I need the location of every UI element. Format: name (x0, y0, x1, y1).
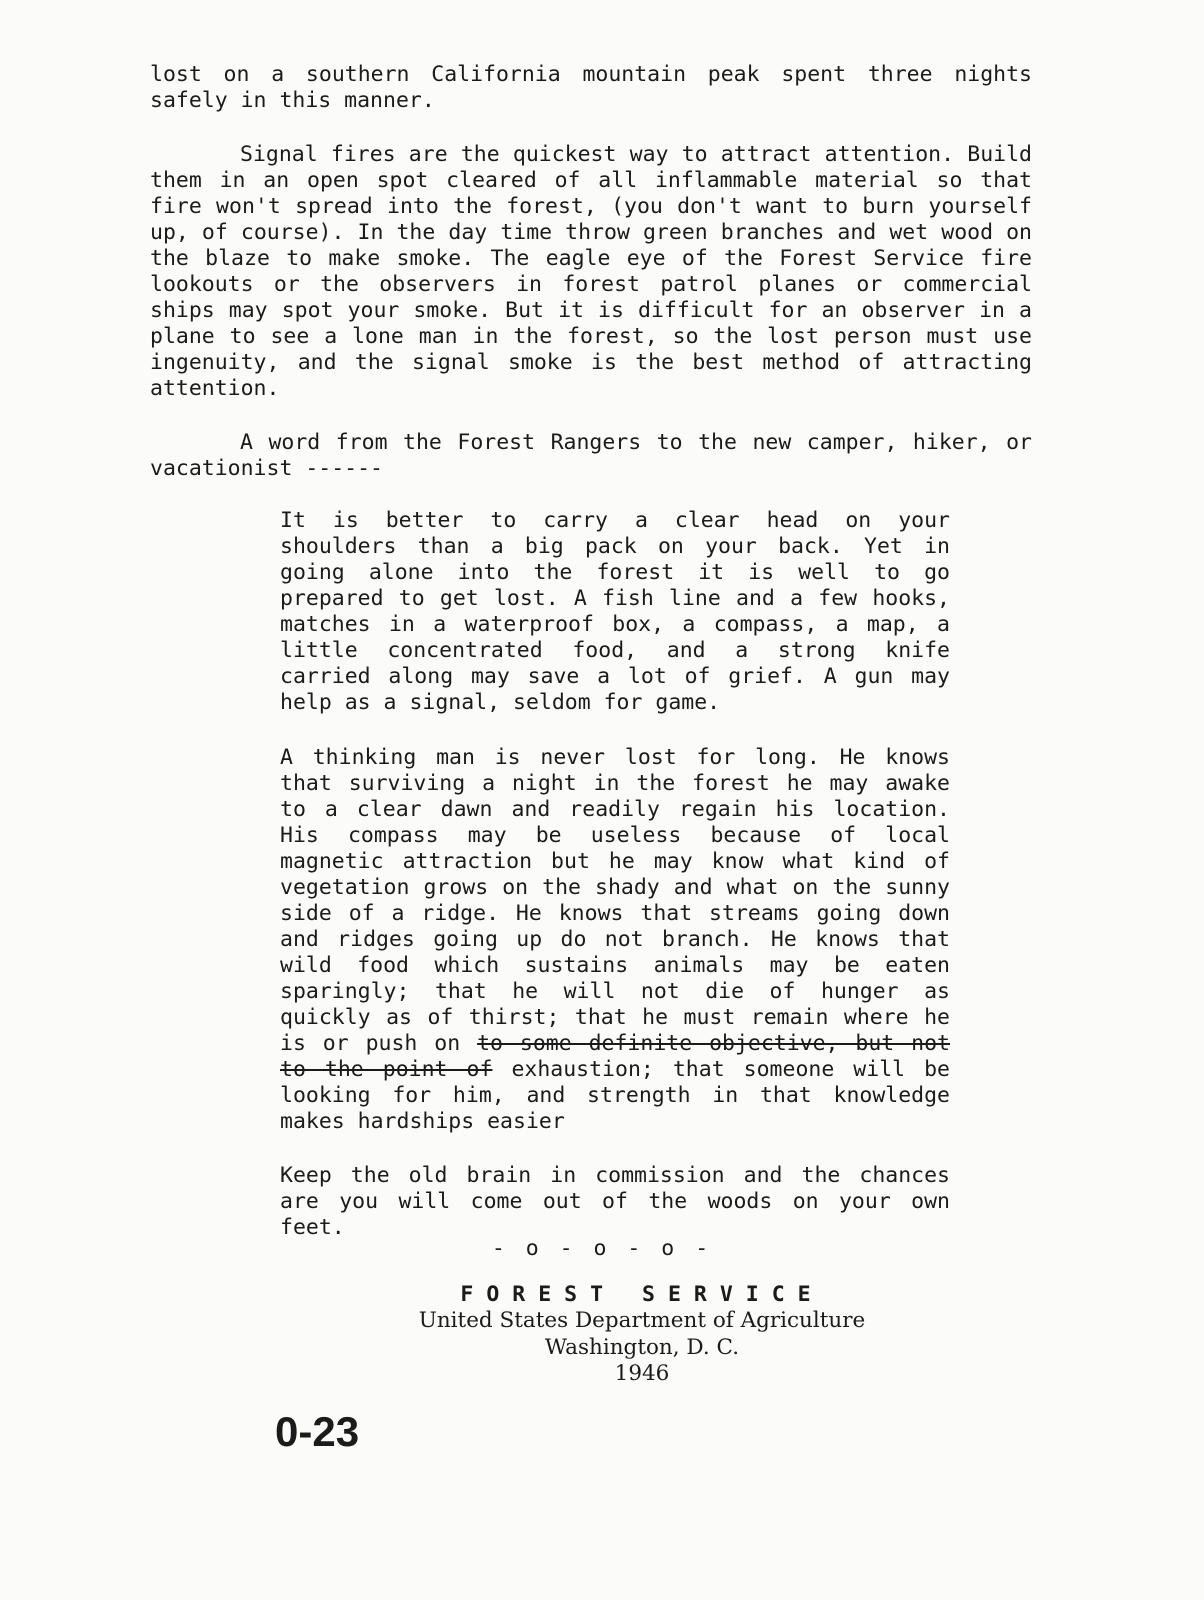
city-name: Washington, D. C. (544, 1335, 740, 1360)
department-name: United States Department of Agriculture (418, 1308, 866, 1333)
paragraph-signal-fires: Signal fires are the quickest way to attract attention. Build them in an open spot cleared of all inflammable material so that fire won't spread into the forest, (you don't want to burn yourself up, of course). In the day time throw green branches and wet wood on the blaze to make smoke. The eagle eye of the Forest Service fire lookouts or the observers in forest patrol planes or commercial ships may spot your smoke. But it is difficult for an observer in a plane to see a lone man in the forest, so the lost person must use ingenuity, and the signal smoke is the best method of attracting attention. (150, 142, 1032, 401)
forest-service-heading: FOREST SERVICE (460, 1282, 824, 1307)
publication-year: 1946 (614, 1361, 670, 1386)
quote-thinking-man (280, 745, 950, 1135)
quote-thinking-man-part2: exhaustion; that someone will be looking for him, and strength in that knowledge makes hardships easier (280, 1057, 950, 1134)
paragraph-forest-rangers-word: A word from the Forest Rangers to the new camper, hiker, or vacationist ------ (150, 430, 1032, 481)
quote-old-brain: Keep the old brain in commission and the chances are you will come out of the woods on your own feet. (280, 1163, 950, 1240)
quote-clear-head: It is better to carry a clear head on your shoulders than a big pack on your back. Yet in going alone into the forest it is well to go prepared to get lost. A fish line and a few hooks, matches in a waterproof box, a compass, a map, a little concentrated food, and a strong knife carried along may save a lot of grief. A gun may help as a signal, seldom for game. (280, 508, 950, 715)
struck-through-text: to some definite objective, but not to the point of (280, 1031, 950, 1082)
quote-thinking-man-part1: A thinking man is never lost for long. He knows that surviving a night in the forest he may awake to a clear dawn and readily regain his location. His compass may be useless because of local magnetic attraction but he may know what kind of vegetation grows on the shady and what on the sunny side of a ridge. He knows that streams going down and ridges going up do not branch. He knows that wild food which sustains animals may be eaten sparingly; that he will not die of hunger as quickly as of thirst; that he must remain where he is or push on (280, 745, 950, 1056)
paragraph-intro-continuation: lost on a southern California mountain peak spent three nights safely in this manner. (150, 62, 1032, 113)
document-code: 0-23 (275, 1408, 360, 1455)
section-separator: - o - o - o - (491, 1236, 713, 1261)
